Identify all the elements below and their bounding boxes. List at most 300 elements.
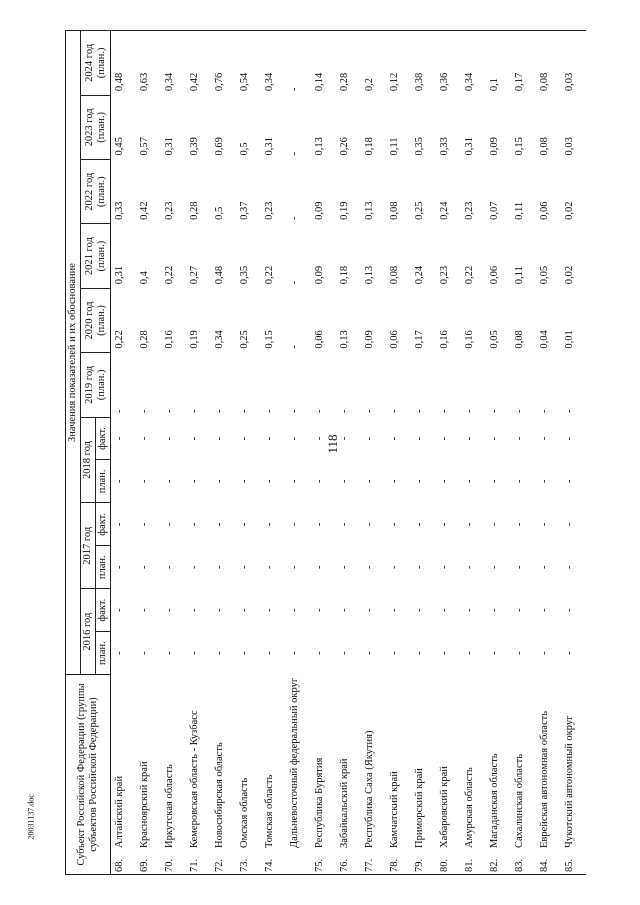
value-cell: - [339, 608, 351, 612]
value-cell: - [214, 608, 226, 612]
value-cell: 0,16 [464, 330, 476, 349]
value-cell: 0,06 [314, 330, 326, 349]
row-number: 79. [414, 858, 426, 872]
value-cell: 0,28 [139, 330, 151, 349]
value-cell: - [364, 565, 376, 570]
value-cell: 0,09 [364, 330, 376, 349]
value-cell: - [364, 479, 376, 484]
rotated-page [65, 30, 576, 875]
value-cell: 0,27 [189, 265, 201, 285]
value-cell: - [189, 565, 201, 570]
value-cell: 0,06 [489, 265, 501, 285]
value-cell: 0,05 [489, 330, 501, 349]
value-cell: - [414, 651, 426, 655]
value-cell: - [514, 608, 526, 612]
subject-name: Приморский край [414, 768, 426, 848]
value-cell: - [289, 280, 301, 285]
value-cell: 0,06 [539, 201, 551, 220]
value-cell: 0,63 [136, 31, 161, 96]
row-number: 77. [364, 858, 376, 872]
table-row [236, 31, 261, 875]
fact-subheader: факт. [96, 417, 111, 460]
indicators-table [65, 30, 586, 875]
value-cell: - [264, 565, 276, 570]
value-cell: - [164, 409, 176, 414]
subject-name: Иркутская область [164, 764, 176, 848]
row-number: 82. [489, 858, 501, 872]
value-cell: - [139, 565, 151, 570]
value-cell: 0,1 [486, 31, 511, 96]
value-cell: - [139, 608, 151, 612]
value-cell: - [339, 522, 351, 527]
subject-cell [161, 675, 186, 875]
value-cell: 0,01 [564, 330, 576, 349]
value-cell: - [314, 436, 326, 441]
value-cell: - [514, 651, 526, 655]
value-cell: - [289, 152, 301, 156]
value-cell: - [414, 608, 426, 612]
subject-cell [236, 675, 261, 875]
fact-subheader: факт. [96, 589, 111, 632]
subject-name: Красноярский край [139, 761, 151, 848]
value-cell: - [564, 608, 576, 612]
value-cell: - [389, 479, 401, 484]
value-cell: 0,15 [264, 330, 276, 349]
value-cell: - [439, 522, 451, 527]
value-cell: 0,04 [539, 330, 551, 349]
values-header: Значения показателей и их обоснование [66, 31, 81, 675]
value-cell: - [539, 479, 551, 484]
value-cell: - [389, 409, 401, 414]
subject-cell [561, 675, 586, 875]
page-number: 118 [325, 434, 340, 454]
value-cell: - [264, 409, 276, 414]
value-cell: 0,16 [164, 330, 176, 349]
value-cell: - [514, 436, 526, 441]
value-cell: 0,09 [314, 265, 326, 285]
subject-name: Томская область [264, 774, 276, 848]
subject-cell [311, 675, 336, 875]
row-number: 83. [514, 858, 526, 872]
value-cell: 0,69 [214, 137, 226, 156]
plan-subheader: план. [96, 632, 111, 675]
table-row [261, 31, 286, 875]
value-cell: - [439, 409, 451, 414]
value-cell: - [164, 651, 176, 655]
plan-year-header: 2023 год (план.) [81, 95, 111, 159]
value-cell: 0,07 [489, 201, 501, 220]
value-cell: - [464, 436, 476, 441]
value-cell: 0,42 [139, 201, 151, 220]
value-cell: - [264, 608, 276, 612]
subject-name: Сахалинская область [514, 754, 526, 848]
table-row [161, 31, 186, 875]
value-cell: - [289, 409, 301, 414]
table-body [111, 31, 587, 875]
value-cell: 0,09 [489, 137, 501, 156]
value-cell: 0,37 [239, 201, 251, 220]
value-cell: - [439, 436, 451, 441]
subject-cell [186, 675, 211, 875]
value-cell: 0,5 [214, 206, 226, 220]
value-cell: - [364, 409, 376, 414]
value-cell: - [389, 522, 401, 527]
subject-cell [336, 675, 361, 875]
subject-name: Амурская область [464, 767, 476, 848]
value-cell: - [314, 522, 326, 527]
row-number: 70. [164, 858, 176, 872]
value-cell: - [539, 565, 551, 570]
value-cell: 0,34 [161, 31, 186, 96]
value-cell: - [114, 479, 126, 484]
subject-name: Кемеровская область - Кузбасс [189, 710, 201, 848]
value-cell: - [189, 651, 201, 655]
value-cell: - [239, 608, 251, 612]
value-cell: 0,22 [264, 265, 276, 285]
value-cell: 0,36 [436, 31, 461, 96]
value-cell: - [564, 436, 576, 441]
value-cell: - [114, 409, 126, 414]
value-cell: 0,11 [514, 266, 526, 285]
value-cell: 0,45 [114, 137, 126, 156]
value-cell: - [189, 436, 201, 441]
value-cell: - [489, 409, 501, 414]
plan-subheader: план. [96, 546, 111, 589]
value-cell: - [139, 409, 151, 414]
row-number: 76. [339, 858, 351, 872]
value-cell: 0,13 [364, 201, 376, 220]
value-cell: 0,22 [464, 265, 476, 285]
table-row [511, 31, 536, 875]
plan-subheader: план. [96, 460, 111, 503]
value-cell: 0,23 [439, 265, 451, 285]
value-cell: - [239, 565, 251, 570]
value-cell: - [289, 436, 301, 441]
value-cell: - [464, 608, 476, 612]
value-cell: - [489, 651, 501, 655]
value-cell: - [339, 409, 351, 414]
value-cell: - [464, 522, 476, 527]
value-cell: - [289, 216, 301, 220]
value-cell: 0,42 [186, 31, 211, 96]
value-cell: - [189, 608, 201, 612]
value-cell: - [464, 409, 476, 414]
value-cell: 0,23 [464, 201, 476, 220]
value-cell: 0,54 [236, 31, 261, 96]
value-cell: - [164, 436, 176, 441]
value-cell: 0,5 [239, 142, 251, 156]
subject-cell [386, 675, 411, 875]
value-cell: - [564, 522, 576, 527]
row-number: 84. [539, 858, 551, 872]
row-number: 73. [239, 858, 251, 872]
plan-year-header: 2024 год (план.) [81, 31, 111, 96]
value-cell: - [214, 651, 226, 655]
value-cell: 0,2 [361, 31, 386, 96]
value-cell: - [439, 479, 451, 484]
value-cell: 0,25 [239, 330, 251, 349]
value-cell: - [339, 479, 351, 484]
value-cell: 0,28 [189, 201, 201, 220]
value-cell: 0,03 [564, 137, 576, 156]
row-number: 78. [389, 858, 401, 872]
subject-cell [536, 675, 561, 875]
value-cell: 0,31 [164, 137, 176, 156]
value-cell: 0,13 [364, 265, 376, 285]
value-cell: - [189, 522, 201, 527]
value-cell: - [239, 479, 251, 484]
year-header: 2016 год [81, 589, 96, 675]
value-cell: - [139, 479, 151, 484]
value-cell: - [239, 522, 251, 527]
value-cell: - [189, 479, 201, 484]
value-cell: 0,34 [461, 31, 486, 96]
value-cell: 0,19 [189, 330, 201, 349]
table-row [561, 31, 586, 875]
value-cell: 0,22 [164, 265, 176, 285]
value-cell: 0,03 [561, 31, 586, 96]
value-cell: - [539, 409, 551, 414]
value-cell: - [286, 31, 311, 96]
value-cell: - [239, 436, 251, 441]
value-cell: - [414, 565, 426, 570]
value-cell: - [289, 479, 301, 484]
subject-name: Алтайский край [114, 775, 126, 848]
value-cell: - [414, 436, 426, 441]
subject-name: Забайкальский край [339, 758, 351, 848]
row-number: 71. [189, 858, 201, 872]
subject-cell [436, 675, 461, 875]
value-cell: 0,38 [411, 31, 436, 96]
value-cell: - [414, 522, 426, 527]
value-cell: - [189, 409, 201, 414]
value-cell: - [264, 522, 276, 527]
value-cell: 0,25 [414, 201, 426, 220]
value-cell: - [214, 436, 226, 441]
value-cell: - [339, 565, 351, 570]
value-cell: - [164, 522, 176, 527]
value-cell: - [314, 608, 326, 612]
row-number: 85. [564, 858, 576, 872]
value-cell: 0,05 [539, 265, 551, 285]
value-cell: 0,08 [514, 330, 526, 349]
value-cell: - [139, 651, 151, 655]
value-cell: - [439, 565, 451, 570]
value-cell: - [364, 651, 376, 655]
value-cell: - [489, 479, 501, 484]
table-row [311, 31, 336, 875]
year-header: 2018 год [81, 417, 96, 503]
value-cell: - [214, 409, 226, 414]
value-cell: 0,24 [439, 201, 451, 220]
value-cell: 0,19 [339, 201, 351, 220]
value-cell: - [114, 565, 126, 570]
table-row [111, 31, 137, 875]
value-cell: 0,31 [114, 265, 126, 285]
table-row [361, 31, 386, 875]
table-row [486, 31, 511, 875]
value-cell: 0,33 [114, 201, 126, 220]
value-cell: 0,76 [211, 31, 236, 96]
value-cell: 0,31 [264, 137, 276, 156]
value-cell: - [264, 436, 276, 441]
value-cell: - [314, 479, 326, 484]
document-footer: 20031137.doc [26, 794, 36, 840]
value-cell: 0,13 [314, 137, 326, 156]
value-cell: - [289, 522, 301, 527]
value-cell: - [514, 409, 526, 414]
value-cell: - [114, 436, 126, 441]
row-number: 74. [264, 858, 276, 872]
value-cell: 0,26 [339, 137, 351, 156]
value-cell: - [489, 565, 501, 570]
value-cell: 0,23 [264, 201, 276, 220]
row-number: 69. [139, 858, 151, 872]
row-number: 72. [214, 858, 226, 872]
table-row [336, 31, 361, 875]
value-cell: 0,22 [114, 330, 126, 349]
value-cell: - [389, 565, 401, 570]
value-cell: - [464, 565, 476, 570]
value-cell: - [564, 479, 576, 484]
value-cell: - [564, 565, 576, 570]
value-cell: 0,57 [139, 137, 151, 156]
plan-year-header: 2020 год (план.) [81, 288, 111, 352]
value-cell: - [339, 651, 351, 655]
value-cell: - [264, 479, 276, 484]
table-row [411, 31, 436, 875]
plan-year-header: 2022 год (план.) [81, 160, 111, 224]
value-cell: - [214, 479, 226, 484]
subject-name: Хабаровский край [439, 766, 451, 848]
subject-name: Магаданская область [489, 753, 501, 848]
value-cell: - [489, 608, 501, 612]
fact-subheader: факт. [96, 503, 111, 546]
value-cell: 0,34 [214, 330, 226, 349]
value-cell: 0,33 [439, 137, 451, 156]
table-row [211, 31, 236, 875]
table-row [286, 31, 311, 875]
value-cell: 0,13 [339, 330, 351, 349]
value-cell: 0,14 [311, 31, 336, 96]
value-cell: - [564, 651, 576, 655]
subject-cell [486, 675, 511, 875]
value-cell: - [214, 522, 226, 527]
value-cell: 0,11 [514, 201, 526, 220]
value-cell: - [339, 436, 351, 441]
value-cell: - [439, 651, 451, 655]
value-cell: - [539, 522, 551, 527]
subject-name: Чукотский автономный округ [564, 715, 576, 848]
value-cell: - [264, 651, 276, 655]
table-row [461, 31, 486, 875]
subject-header: Субъект Российской Федерации (группы субъектов Российской Федерации) [66, 675, 111, 875]
value-cell: 0,02 [564, 201, 576, 220]
value-cell: 0,09 [314, 201, 326, 220]
subject-cell [286, 675, 311, 875]
value-cell: - [539, 608, 551, 612]
value-cell: 0,48 [214, 265, 226, 285]
plan-year-header: 2021 год (план.) [81, 224, 111, 288]
value-cell: - [239, 651, 251, 655]
value-cell: - [389, 608, 401, 612]
subject-name: Республика Саха (Якутия) [364, 730, 376, 848]
value-cell: 0,24 [414, 265, 426, 285]
value-cell: - [364, 436, 376, 441]
table-row [136, 31, 161, 875]
value-cell: - [289, 608, 301, 612]
value-cell: - [514, 522, 526, 527]
value-cell: - [539, 651, 551, 655]
value-cell: 0,08 [539, 137, 551, 156]
value-cell: - [114, 651, 126, 655]
value-cell: 0,35 [414, 137, 426, 156]
year-header: 2017 год [81, 503, 96, 589]
value-cell: 0,16 [439, 330, 451, 349]
value-cell: 0,18 [339, 265, 351, 285]
value-cell: - [539, 436, 551, 441]
value-cell: 0,39 [189, 137, 201, 156]
value-cell: - [389, 651, 401, 655]
value-cell: 0,18 [364, 137, 376, 156]
value-cell: 0,02 [564, 265, 576, 285]
plan-year-header: 2019 год (план.) [81, 353, 111, 417]
value-cell: - [389, 436, 401, 441]
value-cell: 0,34 [261, 31, 286, 96]
value-cell: 0,28 [336, 31, 361, 96]
value-cell: - [289, 651, 301, 655]
subject-cell [511, 675, 536, 875]
value-cell: 0,06 [389, 330, 401, 349]
value-cell: 0,08 [389, 265, 401, 285]
value-cell: - [489, 436, 501, 441]
table-row [436, 31, 461, 875]
subject-cell [136, 675, 161, 875]
value-cell: - [114, 522, 126, 527]
value-cell: 0,12 [386, 31, 411, 96]
value-cell: 0,17 [511, 31, 536, 96]
value-cell: - [139, 436, 151, 441]
value-cell: 0,23 [164, 201, 176, 220]
value-cell: - [514, 565, 526, 570]
value-cell: - [164, 479, 176, 484]
subject-cell [461, 675, 486, 875]
value-cell: - [289, 565, 301, 570]
subject-name: Еврейская автономная область [539, 711, 551, 848]
row-number: 80. [439, 858, 451, 872]
value-cell: 0,31 [464, 137, 476, 156]
value-cell: - [364, 608, 376, 612]
subject-name: Камчатский край [389, 771, 401, 848]
value-cell: 0,08 [389, 201, 401, 220]
value-cell: - [214, 565, 226, 570]
value-cell: - [414, 479, 426, 484]
value-cell: - [364, 522, 376, 527]
subject-cell [361, 675, 386, 875]
value-cell: - [314, 409, 326, 414]
value-cell: 0,08 [536, 31, 561, 96]
value-cell: - [489, 522, 501, 527]
row-number: 81. [464, 858, 476, 872]
subject-cell [211, 675, 236, 875]
value-cell: - [464, 479, 476, 484]
subject-name: Республика Бурятия [314, 757, 326, 848]
value-cell: - [314, 651, 326, 655]
value-cell: 0,35 [239, 265, 251, 285]
subject-cell [111, 675, 137, 875]
table-row [186, 31, 211, 875]
row-number: 68. [114, 858, 126, 872]
